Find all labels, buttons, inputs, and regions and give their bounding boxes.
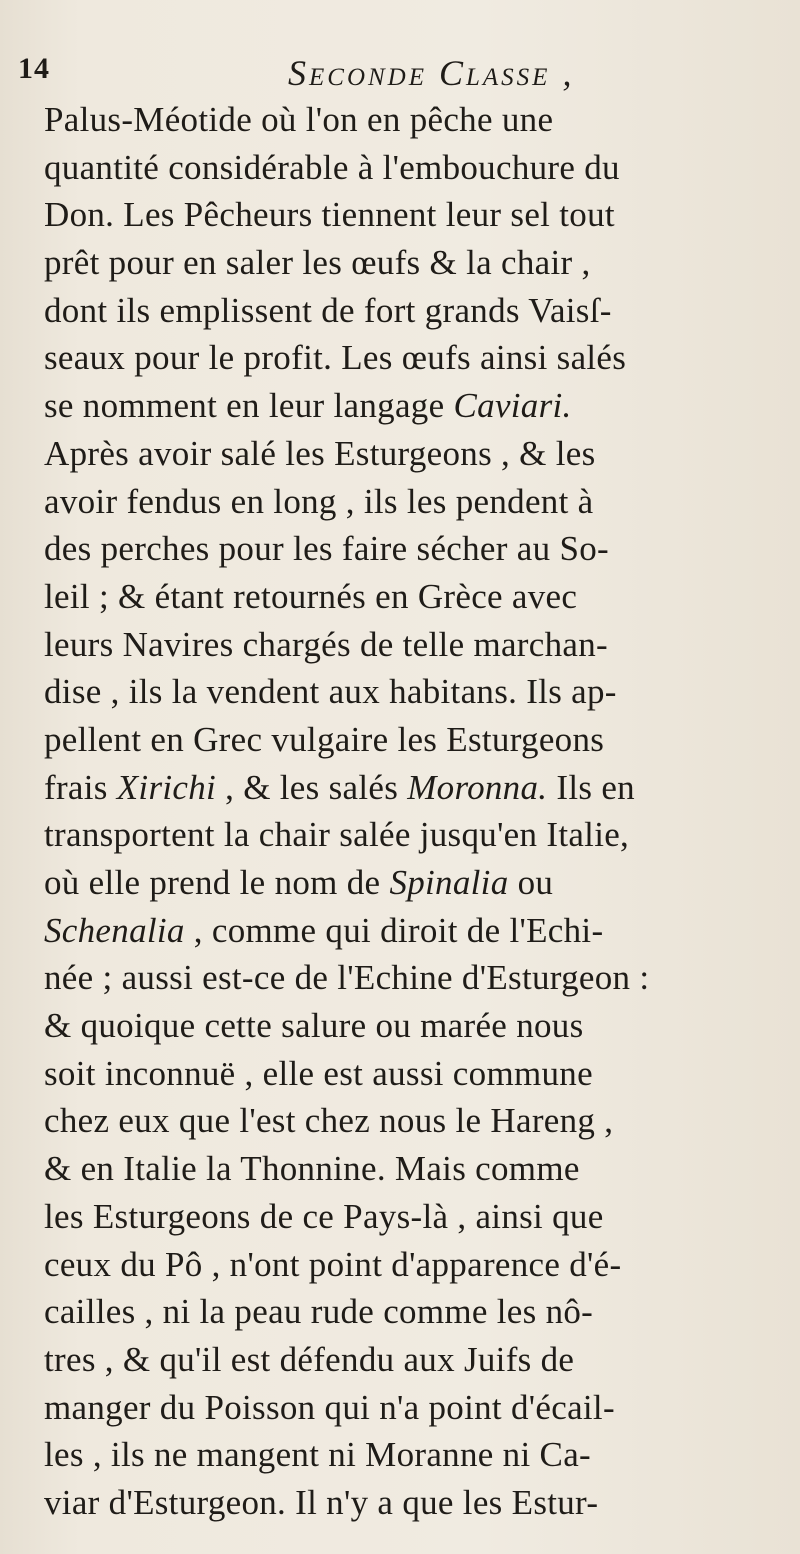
text-line: [44, 1241, 800, 1289]
text-segment: Don. Les Pêcheurs tiennent leur sel tout: [44, 195, 615, 235]
running-head: [18, 52, 778, 98]
text-line: [44, 478, 800, 526]
text-line: [44, 144, 800, 192]
text-segment: les , ils ne mangent ni Moranne ni Ca-: [44, 1435, 591, 1475]
text-segment: ou: [508, 863, 554, 902]
text-segment: se nomment en leur langage: [44, 386, 454, 426]
text-line: [44, 1050, 800, 1098]
italic-term: Schenalia: [44, 910, 185, 950]
text-line: [44, 621, 800, 669]
text-segment: pellent en Grec vulgaire les Esturgeons: [44, 719, 605, 759]
text-line: [44, 1193, 800, 1241]
text-segment: Palus-Méotide où l'on en pêche une: [44, 100, 554, 139]
text-segment: , & les salés: [216, 767, 408, 807]
text-segment: chez eux que l'est chez nous le Hareng ,: [44, 1101, 614, 1141]
text-line: [44, 954, 800, 1002]
text-line: [44, 191, 800, 239]
italic-term: Spinalia: [389, 863, 509, 902]
running-title: Seconde Classe ,: [288, 53, 575, 93]
text-segment: les Esturgeons de ce Pays-là , ainsi que: [44, 1196, 604, 1236]
text-segment: manger du Poisson qui n'a point d'écail-: [44, 1387, 615, 1427]
text-segment: frais: [44, 767, 117, 807]
text-segment: , comme qui diroit de l'Echi-: [184, 910, 604, 950]
text-segment: & quoique cette salure ou marée nous: [44, 1006, 584, 1046]
text-line: [44, 1336, 800, 1384]
text-line: [44, 1431, 800, 1479]
text-segment: leurs Navires chargés de telle marchan-: [44, 624, 608, 664]
text-line: [44, 287, 800, 335]
text-line: [44, 1384, 800, 1432]
text-line: [44, 907, 800, 955]
text-line: [44, 764, 800, 812]
text-segment: prêt pour en saler les œufs & la chair ,: [44, 243, 591, 283]
text-segment: leil ; & étant retournés en Grèce avec: [44, 576, 578, 616]
body-text: [44, 96, 800, 1527]
text-segment: Ils en: [547, 767, 635, 807]
text-line: [44, 1097, 800, 1145]
text-line: [44, 859, 800, 907]
text-line: [44, 811, 800, 859]
text-line: [44, 96, 800, 144]
text-segment: tres , & qu'il est défendu aux Juifs de: [44, 1339, 575, 1379]
text-segment: ceux du Pô , n'ont point d'apparence d'é-: [44, 1244, 622, 1284]
text-segment: & en Italie la Thonnine. Mais comme: [44, 1149, 580, 1189]
text-segment: dont ils emplissent de fort grands Vaisſ-: [44, 290, 612, 330]
text-segment: soit inconnuë , elle est aussi commune: [44, 1053, 593, 1093]
text-line: [44, 1479, 800, 1527]
text-segment: seaux pour le profit. Les œufs ainsi salés: [44, 338, 627, 378]
italic-term: Caviari.: [453, 386, 572, 426]
text-line: [44, 716, 800, 764]
text-line: [44, 525, 800, 573]
text-line: [44, 382, 800, 430]
text-segment: née ; aussi est-ce de l'Echine d'Esturgeon :: [44, 958, 650, 998]
italic-term: Xirichi: [116, 767, 217, 807]
text-line: [44, 573, 800, 621]
text-segment: transportent la chair salée jusqu'en Italie,: [44, 815, 630, 855]
text-segment: quantité considérable à l'embouchure du: [44, 147, 620, 187]
text-line: [44, 668, 800, 716]
text-line: [44, 1288, 800, 1336]
text-segment: dise , ils la vendent aux habitans. Ils ap-: [44, 672, 617, 712]
text-segment: viar d'Esturgeon. Il n'y a que les Estur-: [44, 1482, 599, 1522]
text-line: [44, 430, 800, 478]
page-number: 14: [18, 52, 50, 85]
text-line: [44, 1002, 800, 1050]
text-line: [44, 239, 800, 287]
italic-term: Moronna.: [407, 767, 548, 807]
text-segment: cailles , ni la peau rude comme les nô-: [44, 1292, 594, 1332]
text-line: [44, 334, 800, 382]
text-segment: des perches pour les faire sécher au So-: [44, 529, 609, 569]
text-segment: avoir fendus en long , ils les pendent à: [44, 481, 594, 521]
text-segment: où elle prend le nom de: [44, 863, 390, 902]
text-line: [44, 1145, 800, 1193]
text-segment: Après avoir salé les Esturgeons , & les: [44, 433, 596, 473]
